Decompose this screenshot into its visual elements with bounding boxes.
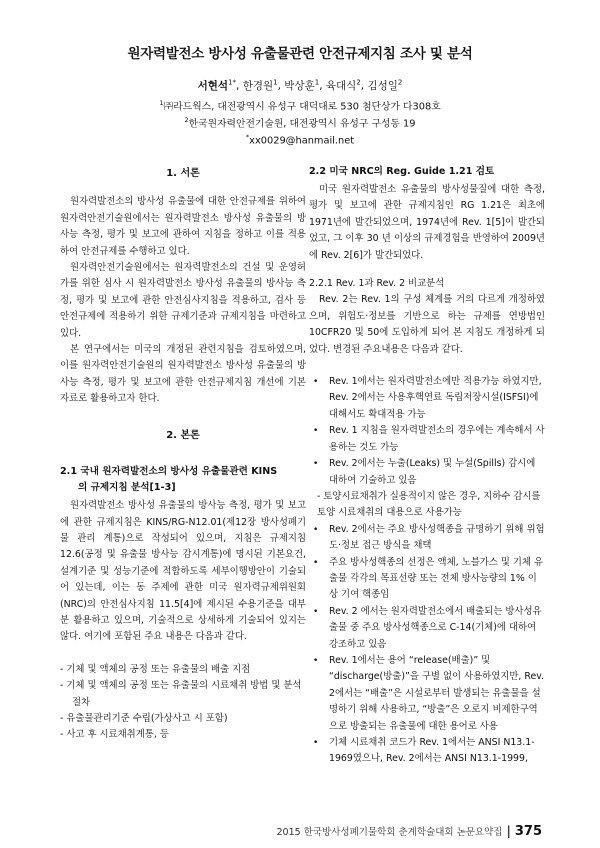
page-footer xyxy=(277,824,543,839)
bullet-list xyxy=(309,374,545,768)
bullet-item xyxy=(309,456,545,489)
bullet-text: - 토양시료채취가 실용적이지 않은 경우, 지하수 감시를 토양 시료채취의 대용으로 사용가능 xyxy=(317,490,541,519)
subsection-heading-line: 2.1 국내 원자력발전소의 방사성 유출물관련 KINS xyxy=(60,466,278,478)
bullet-dot-icon: • xyxy=(313,426,319,437)
bullet-text: Rev. 2에서는 누출(Leaks) 및 누설(Spills) 감시에 대하여 기술하고 있음 xyxy=(329,458,536,486)
affiliation-email xyxy=(0,130,600,148)
intro-paragraph-3: 본 연구에서는 미국의 개정된 관련지침을 검토하였으며, 이를 원자력안전기술원의 원자력발전소 방사성 유출물의 방사능 측정, 평가 및 보고에 관한 안전규제지침 개선에 기본 자료로 활용하고자 한다. xyxy=(60,344,306,405)
affiliation-sup: 1 xyxy=(159,99,164,107)
author-sup: 1 xyxy=(314,78,320,87)
bullet-dot-icon: • xyxy=(313,459,319,470)
list-item: - 기체 및 액체의 공정 또는 유출물의 시료채취 방법 및 분석절차 xyxy=(60,680,302,708)
bullet-dot-icon: • xyxy=(313,557,319,568)
bullet-text: Rev. 2 에서는 원자력발전소에서 배출되는 방사성유출물 중 주요 방사성핵종으로 C-14(기체)에 대하여 강조하고 있음 xyxy=(329,605,542,650)
subsection-heading-line: 의 규제지침 분석[1-3] xyxy=(78,482,176,494)
footer-text: 2015 한국방사성폐기물학회 춘계학술대회 논문요약집 xyxy=(276,827,503,838)
section-heading-body: 2. 본론 xyxy=(166,429,200,441)
left-column xyxy=(60,156,306,744)
sub-list-item xyxy=(309,489,545,522)
spacer xyxy=(309,264,545,276)
section-heading-intro: 1. 서론 xyxy=(166,168,200,179)
subsection-heading-2-1 xyxy=(60,464,306,496)
dash-list xyxy=(60,662,306,744)
list-item: - 유출물관리기준 수립(가상사고 시 포함) xyxy=(60,712,228,724)
bullet-text: Rev. 1에서는 용어 “release(배출)” 및 “discharge(방출)”을 구별 없이 사용하였지만, Rev. 2에서는 “배출”은 시설로부터 발생되는 유출물을 설명하기 위해 사용하고, “방출”은 오로지 비제한구역으로 방출되는 유출물에 대한 용어로 사용 xyxy=(329,654,545,732)
author-sup: 2 xyxy=(356,78,361,87)
author-name: 박상훈 xyxy=(284,80,315,92)
right-column xyxy=(309,156,545,768)
list-item: - 사고 후 시료채취계통, 등 xyxy=(60,729,169,741)
bullet-text: 주요 방사성핵종의 선정은 액체, 노블가스 및 기체 유출물 각각의 목표선량 또는 전체 방사능량의 1% 이상 기여 핵종임 xyxy=(329,556,544,601)
bullet-text: Rev. 1에서는 원자력발전소에만 적용가능 하였지만, Rev. 2에서는 사용후핵연료 독립저장시설(ISFSI)에 대해서도 확대적용 가능 xyxy=(329,376,542,420)
subsection-heading-2-2-1: 2.2.1 Rev. 1과 Rev. 2 비교분석 xyxy=(309,278,445,290)
footer-separator: | xyxy=(506,824,511,838)
author-name: 육대식 xyxy=(325,80,357,92)
bullet-item xyxy=(309,604,545,653)
bullet-item xyxy=(309,653,545,735)
bullet-dot-icon: • xyxy=(313,606,319,617)
intro-paragraph-1: 원자력발전소의 방사성 유출물에 대한 안전규제를 위하여 원자력안전기술원에서는 원자력발전소 방사성 유출물의 방사능 측정, 평가 및 보고에 관하여 지침을 정하고 이를 적용하여 안전규제를 수행하고 있다. xyxy=(60,196,306,257)
section-2-1-paragraph: 원자력발전소 방사성 유출물의 방사능 측정, 평가 및 보고에 관한 규제지침은 KINS/RG-N12.01(제12장 방사성폐기물 관리 계통)으로 작성되어 있으며, 지침은 규제지침 12.6(공정 및 유출물 방사능 감시계통)에 명시된 기본요건, 설계기준 및 성능기준에 적합하도록 세부이행방안이 기술되어 있는데, 이는 동 주제에 관한 미국 원자력규제위원회(NRC)의 안전심사지침 11.5[4]에 제시된 수용기준을 대부분 활용하고 있으며, 기술적으로 상세하게 기술되어 있지는 않다. 여기에 포함된 주요 내용은 다음과 같다. xyxy=(60,500,306,643)
bullet-item xyxy=(309,522,545,555)
subsection-heading-2-2: 2.2 미국 NRC의 Reg. Guide 1.21 검토 xyxy=(309,166,495,177)
bullet-text: 기체 시료채취 코드가 Rev. 1에서는 ANSI N13.1-1969였으나, Rev. 2에서는 ANSI N13.1-1999, xyxy=(329,737,535,765)
affiliation-text: ㈜라드웍스, 대전광역시 유성구 대덕대로 530 첨단상가 다308호 xyxy=(163,101,441,113)
affiliation-1 xyxy=(0,96,600,114)
section-2-2-paragraph: 미국 원자력발전소 유출물의 방사성물질에 대한 측정, 평가 및 보고에 관한 규제지침인 RG 1.21은 최초에 1971년에 발간되었으며, 1974년에 Rev. 1[5]이 발간되었고, 그 이후 30 년 이상의 규제경험을 반영하여 2009년에 Rev. 2[6]가 발간되었다. xyxy=(309,184,545,261)
intro-paragraph-2: 원자력안전기술원에서는 원자력발전소의 건설 및 운영허가를 위한 심사 시 원자력발전소 방사성 유출물의 방사능 측정, 평가 및 보고에 관한 안전심사지침을 적용하고, 검사 등 안전규제에 적용하기 위한 규제기준과 규제지침을 마련하고 있다. xyxy=(60,262,306,339)
bullet-item xyxy=(309,555,545,604)
affiliation-sup: * xyxy=(245,133,250,141)
list-item: - 기체 및 액체의 공정 또는 유출물의 배출 지점 xyxy=(60,663,251,675)
author-sup: 1 xyxy=(273,78,278,87)
bullet-item xyxy=(309,423,545,456)
affiliation-sup: 2 xyxy=(184,116,189,124)
spacer xyxy=(309,358,545,374)
spacer xyxy=(60,646,306,662)
bullet-text: Rev. 2에서는 주요 방사성핵종을 규명하기 위해 위험도·정보 접근 방식을 채택 xyxy=(329,523,545,552)
email-text: xx0029@hanmail.net xyxy=(249,135,355,147)
author-name: 한경원 xyxy=(242,80,274,92)
page-number: 375 xyxy=(514,824,542,839)
author-sup: 2 xyxy=(397,78,403,87)
bullet-dot-icon: • xyxy=(313,738,319,748)
author-first-sup: 1* xyxy=(228,78,237,87)
paper-title: 원자력발전소 방사성 유출물관련 안전규제지침 조사 및 분석 xyxy=(127,46,473,62)
bullet-text: Rev. 1 지침을 원자력발전소의 경우에는 계속해서 사용하는 것도 가능 xyxy=(329,425,545,453)
bullet-item xyxy=(309,735,545,768)
section-2-2-1-paragraph: Rev. 2는 Rev. 1의 구성 체계를 거의 다르게 개정하였으며, 위험도·정보를 기반으로 하는 규제를 연방법인 10CFR20 및 50에 도입하게 되어 본 지침도 개정하게 되었다. 변경된 주요내용은 다음과 같다. xyxy=(309,294,545,355)
bullet-item xyxy=(309,374,545,423)
affiliation-text: 한국원자력안전기술원, 대전광역시 유성구 구성동 19 xyxy=(188,118,416,130)
author-list: 서현석$^{1*}$, 한경원$^1$, 박상훈$^1$, 육대식$^2$, 김성일$^2$ xyxy=(197,78,403,92)
affiliation-2 xyxy=(0,113,600,131)
bullet-dot-icon: • xyxy=(313,524,319,535)
bullet-dot-icon: • xyxy=(313,655,319,666)
author-name: 김성일 xyxy=(367,80,398,92)
author-first: 서현석 xyxy=(197,80,229,92)
bullet-dot-icon: • xyxy=(313,377,319,388)
